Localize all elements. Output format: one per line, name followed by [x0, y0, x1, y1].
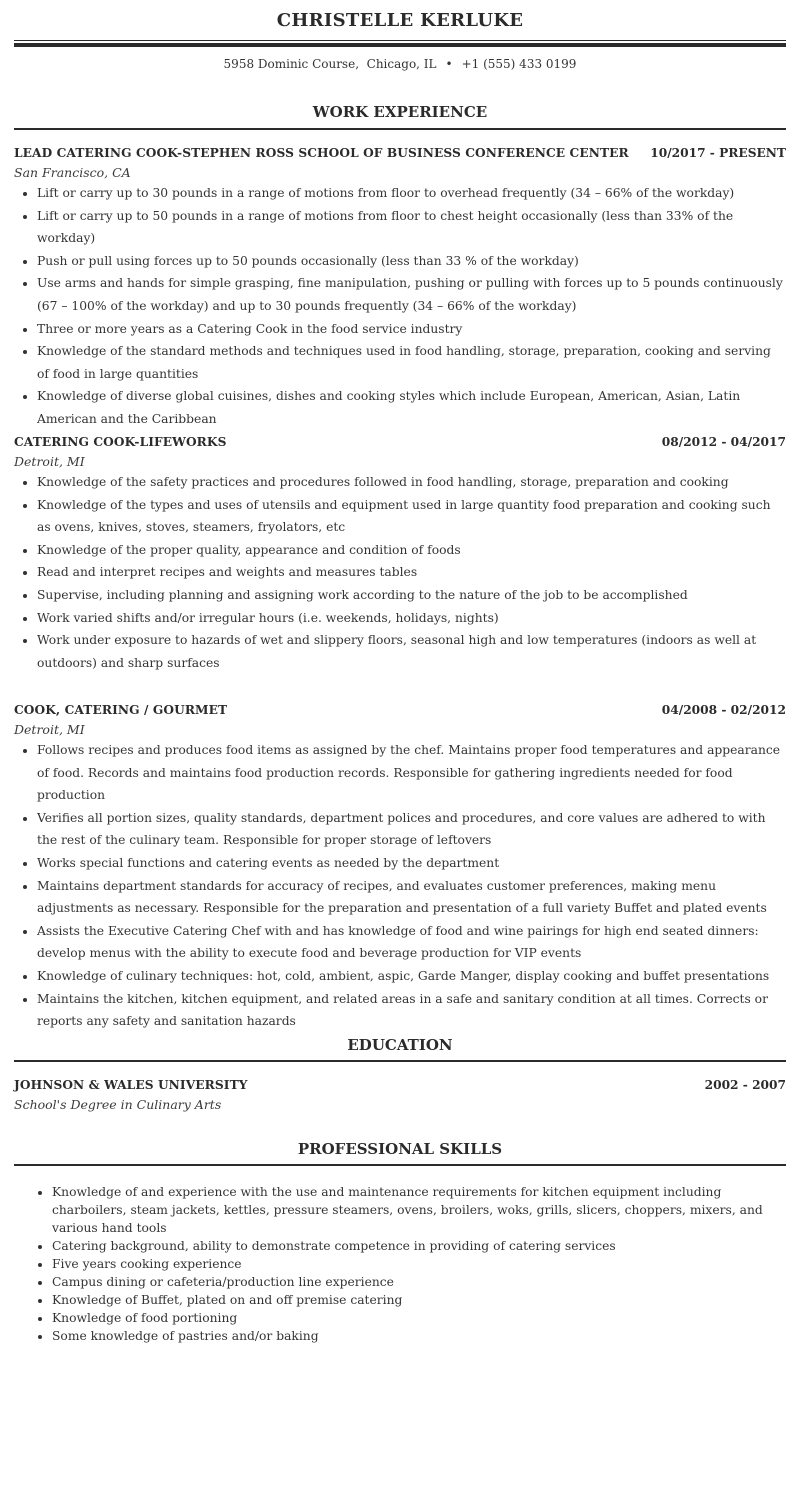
education-dates: 2002 - 2007 — [704, 1078, 786, 1092]
duty-item: • Follows recipes and produces food items as assigned by the chef. Maintains proper food temperatures and appearance of food. Records and maintains food production records. Responsible for gathering ingredients needed for food production — [37, 739, 786, 807]
degree: School's Degree in Culinary Arts — [14, 1097, 222, 1112]
job-title: COOK, CATERING / GOURMET — [14, 703, 228, 717]
job-header — [14, 703, 786, 721]
duty-item: • Lift or carry up to 30 pounds in a range of motions from floor to overhead frequently (34 – 66% of the workday) — [37, 182, 786, 205]
job-location: San Francisco, CA — [14, 165, 131, 180]
header-divider — [14, 40, 786, 47]
job-dates: 10/2017 - PRESENT — [650, 146, 786, 160]
duty-item: • Verifies all portion sizes, quality standards, department polices and procedures, and core values are adhered to with the rest of the culinary team. Responsible for proper storage of leftovers — [37, 807, 786, 852]
section-divider-work-experience — [14, 128, 786, 130]
duty-item: • Knowledge of diverse global cuisines, dishes and cooking styles which include European, American, Asian, Latin American and the Caribbean — [37, 385, 786, 430]
skill-item: • Some knowledge of pastries and/or baking — [52, 1327, 786, 1345]
skill-item: • Catering background, ability to demonstrate competence in providing of catering services — [52, 1237, 786, 1255]
duty-item: • Maintains the kitchen, kitchen equipment, and related areas in a safe and sanitary condition at all times. Corrects or reports any safety and sanitation hazards — [37, 988, 786, 1033]
duty-item: • Read and interpret recipes and weights and measures tables — [37, 561, 786, 584]
contact-address: 5958 Dominic Course, Chicago, IL — [223, 57, 437, 71]
duty-item: • Knowledge of the standard methods and techniques used in food handling, storage, preparation, cooking and serving of food in large quantities — [37, 340, 786, 385]
candidate-name: CHRISTELLE KERLUKE — [276, 10, 524, 31]
duty-item: • Knowledge of the types and uses of utensils and equipment used in large quantity food preparation and cooking such as ovens, knives, stoves, steamers, fryolators, etc — [37, 494, 786, 539]
contact-phone: +1 (555) 433 0199 — [461, 57, 577, 71]
skill-item: • Knowledge of and experience with the use and maintenance requirements for kitchen equipment including charboilers, steam jackets, kettles, pressure steamers, ovens, broilers, woks, grills, slicers, choppers, mixers, and various hand tools — [52, 1183, 786, 1237]
duty-item: • Lift or carry up to 50 pounds in a range of motions from floor to chest height occasionally (less than 33% of the workday) — [37, 205, 786, 250]
section-divider-education — [14, 1060, 786, 1062]
duty-item: • Assists the Executive Catering Chef with and has knowledge of food and wine pairings for high end seated dinners: develop menus with the ability to execute food and beverage production for VIP events — [37, 920, 786, 965]
job-header — [14, 146, 786, 164]
duty-item: • Push or pull using forces up to 50 pounds occasionally (less than 33 % of the workday) — [37, 250, 786, 273]
job-entry — [14, 703, 786, 1033]
job-duties — [14, 471, 786, 674]
duty-item: • Three or more years as a Catering Cook in the food service industry — [37, 318, 786, 341]
school-name: JOHNSON & WALES UNIVERSITY — [14, 1078, 248, 1092]
job-duties — [14, 182, 786, 431]
skill-item: • Five years cooking experience — [52, 1255, 786, 1273]
job-duties — [14, 739, 786, 1033]
job-title: LEAD CATERING COOK-STEPHEN ROSS SCHOOL OF BUSINESS CONFERENCE CENTER — [14, 146, 629, 160]
job-title: CATERING COOK-LIFEWORKS — [14, 435, 227, 449]
education-entry — [14, 1078, 786, 1114]
section-title-education: EDUCATION — [347, 1036, 453, 1054]
duty-item: • Maintains department standards for accuracy of recipes, and evaluates customer preferences, making menu adjustments as necessary. Responsible for the preparation and presentation of a full variety Buffet and plated events — [37, 875, 786, 920]
education-header — [14, 1078, 786, 1096]
skill-item: • Campus dining or cafeteria/production line experience — [52, 1273, 786, 1291]
job-header — [14, 435, 786, 453]
contact-separator: • — [445, 57, 453, 71]
section-divider-professional-skills — [14, 1164, 786, 1166]
job-entry — [14, 435, 786, 674]
job-location: Detroit, MI — [14, 722, 85, 737]
duty-item: • Work under exposure to hazards of wet and slippery floors, seasonal high and low temperatures (indoors as well at outdoors) and sharp surfaces — [37, 629, 786, 674]
skill-item: • Knowledge of Buffet, plated on and off premise catering — [52, 1291, 786, 1309]
skills-list — [14, 1183, 786, 1345]
skill-item: • Knowledge of food portioning — [52, 1309, 786, 1327]
duty-item: • Knowledge of culinary techniques: hot, cold, ambient, aspic, Garde Manger, display cooking and buffet presentations — [37, 965, 786, 988]
section-title-professional-skills: PROFESSIONAL SKILLS — [297, 1140, 503, 1158]
duty-item: • Knowledge of the proper quality, appearance and condition of foods — [37, 539, 786, 562]
contact-line — [0, 57, 800, 71]
duty-item: • Work varied shifts and/or irregular hours (i.e. weekends, holidays, nights) — [37, 607, 786, 630]
job-entry — [14, 146, 786, 431]
duty-item: • Supervise, including planning and assigning work according to the nature of the job to be accomplished — [37, 584, 786, 607]
duty-item: • Knowledge of the safety practices and procedures followed in food handling, storage, preparation and cooking — [37, 471, 786, 494]
job-dates: 04/2008 - 02/2012 — [661, 703, 786, 717]
section-title-work-experience: WORK EXPERIENCE — [312, 103, 488, 121]
duty-item: • Use arms and hands for simple grasping, fine manipulation, pushing or pulling with forces up to 5 pounds continuously (67 – 100% of the workday) and up to 30 pounds frequently (34 – 66% of the workday) — [37, 272, 786, 317]
duty-item: • Works special functions and catering events as needed by the department — [37, 852, 786, 875]
job-dates: 08/2012 - 04/2017 — [661, 435, 786, 449]
job-location: Detroit, MI — [14, 454, 85, 469]
